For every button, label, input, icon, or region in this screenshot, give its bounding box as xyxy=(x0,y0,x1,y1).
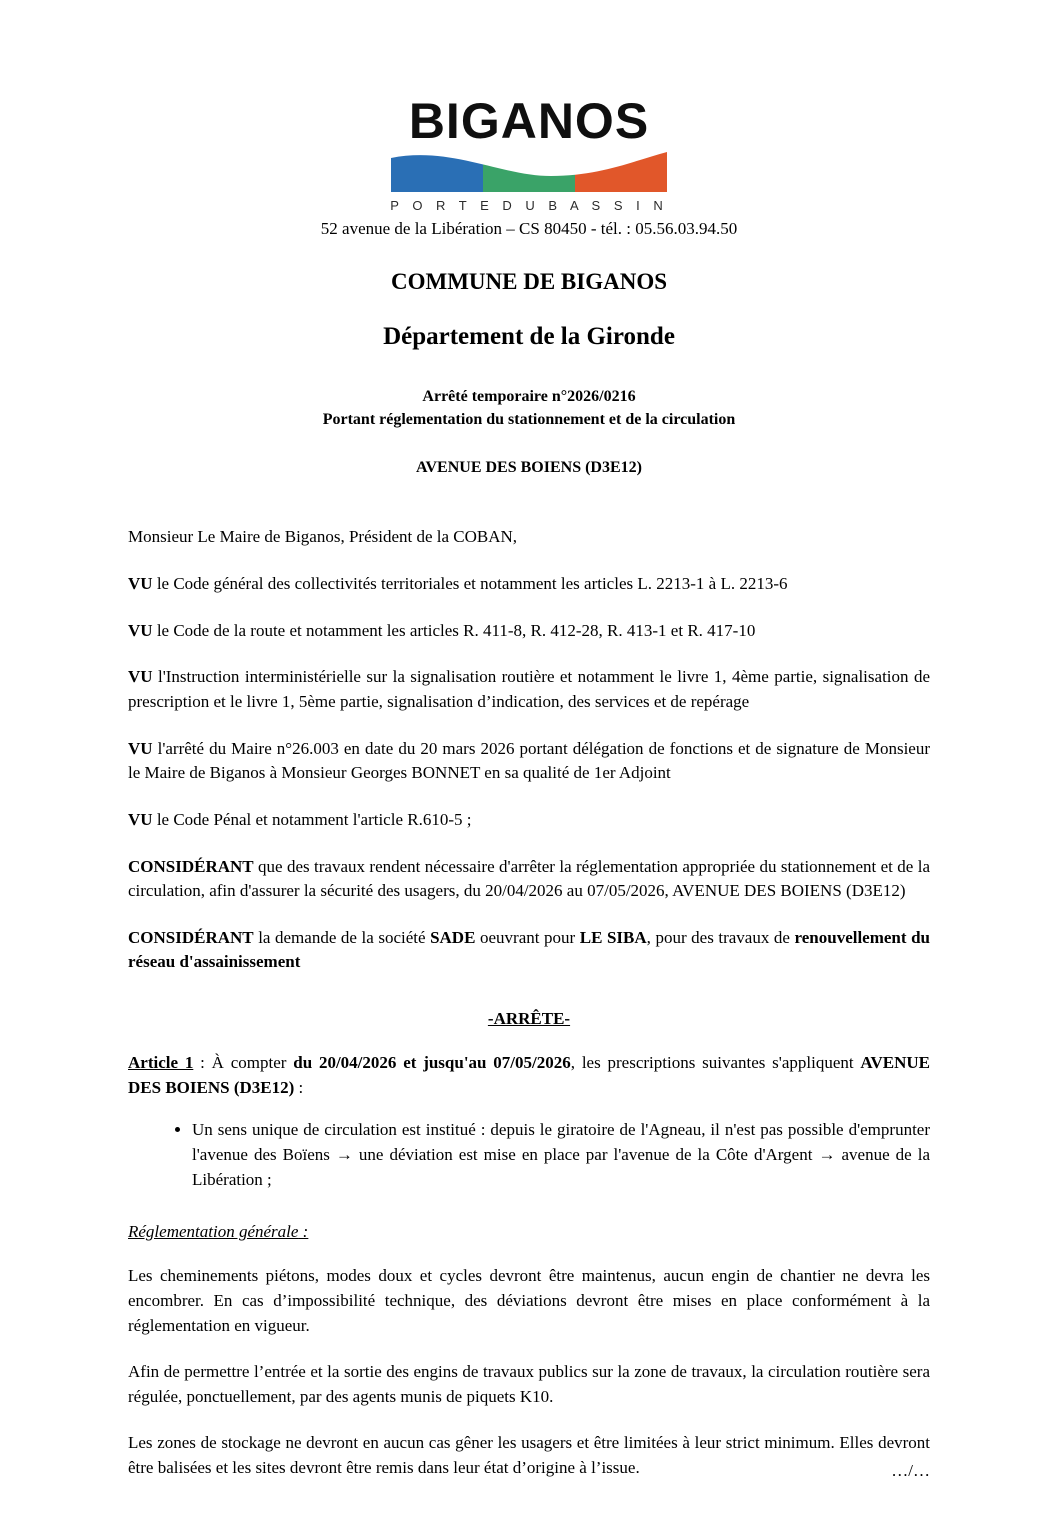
vu-label: VU xyxy=(128,738,153,758)
article-location: AVENUE DES BOIENS (D3E12) xyxy=(128,1053,931,1097)
subheading-reglementation-generale xyxy=(128,1222,930,1242)
logo-color-bar xyxy=(391,150,667,192)
article-text-part2: , les prescriptions suivantes s'appliquent xyxy=(570,1053,861,1073)
title-departement: Département de la Gironde xyxy=(383,323,675,350)
paragraph-vu-4 xyxy=(128,737,930,786)
paragraph-entree-sortie: Afin de permettre l’entrée et la sortie des engins de travaux publics sur la zone de travaux, la circulation routière sera régulée, ponctuellement, par des agents munis de piquets K10. xyxy=(128,1362,930,1406)
title-commune: COMMUNE DE BIGANOS xyxy=(390,269,667,294)
title-arrete-line2: Portant réglementation du stationnement et de la circulation xyxy=(322,411,736,429)
logo-wordmark: BIGANOS xyxy=(408,93,650,149)
paragraph-vu-5 xyxy=(128,808,930,833)
considerant-text-part2: oeuvrant pour xyxy=(475,927,580,947)
company-name: SADE xyxy=(430,927,476,947)
paragraph-vu-1 xyxy=(128,572,930,597)
vu-label: VU xyxy=(128,574,153,594)
page-continuation-marker: …/… xyxy=(891,1460,930,1480)
paragraph-article-1 xyxy=(128,1051,930,1100)
title-location: AVENUE DES BOIENS (D3E12) xyxy=(416,459,642,477)
paragraph-considerant-1 xyxy=(128,855,930,904)
paragraph-vu-3 xyxy=(128,665,930,714)
arrete-heading: -ARRÊTE- xyxy=(487,1009,571,1029)
article-number: Article 1 xyxy=(128,1053,194,1073)
header-address: 52 avenue de la Libération – CS 80450 - tél. : 05.56.03.94.50 xyxy=(320,219,738,238)
logo-block xyxy=(128,93,930,213)
article-text-part3: : xyxy=(294,1077,304,1097)
paragraph-zones-stockage: Les zones de stockage ne devront en aucun cas gêner les usagers et être limitées à leur strict minimum. Elles devront être balisées et les sites devront être remis dans leur état d’origine à l’issue. xyxy=(128,1433,930,1478)
paragraph-opening: Monsieur Le Maire de Biganos, Président de la COBAN, xyxy=(128,527,518,547)
client-name: LE SIBA xyxy=(579,927,647,947)
vu-text: l'Instruction interministérielle sur la signalisation routière et notamment le livre 1, 4ème partie, signalisation de prescription et le livre 1, 5ème partie, signalisation d’indication, des services et de repérage xyxy=(128,667,930,711)
vu-text: le Code de la route et notamment les articles R. 411-8, R. 412-28, R. 413-1 et R. 417-10 xyxy=(152,620,756,640)
article-dates: du 20/04/2026 et jusqu'au 07/05/2026 xyxy=(293,1053,571,1073)
title-arrete-line1: Arrêté temporaire n°2026/0216 xyxy=(422,388,636,405)
vu-label: VU xyxy=(128,809,153,829)
list-item: • Un sens unique de circulation est institué : depuis le giratoire de l'Agneau, il n'est pas possible d'emprunter l'avenue des Boïens → une déviation est mise en place par l'avenue de la Côte d'Argent → avenue de la Libération ; xyxy=(192,1118,930,1192)
paragraph-cheminements: Les cheminements piétons, modes doux et cycles devront être maintenus, aucun engin de chantier ne devra les encombrer. En cas d’impossibilité technique, des déviations devront être mises en place conformément à la réglementation en vigueur. xyxy=(128,1266,930,1335)
subheading-suffix: : xyxy=(298,1222,309,1242)
logo-wave-icon xyxy=(391,150,667,192)
works-description: renouvellement du réseau d'assainissement xyxy=(128,927,931,972)
logo-tagline: P O R T E D U B A S S I N xyxy=(390,198,668,213)
considerant-label: CONSIDÉRANT xyxy=(128,856,254,876)
article-text-part1: : À compter xyxy=(193,1053,294,1073)
vu-text: le Code général des collectivités territoriales et notamment les articles L. 2213-1 à L. 2213-6 xyxy=(152,574,788,594)
paragraph-considerant-2 xyxy=(128,926,930,975)
considerant-text-part3: , pour des travaux de xyxy=(646,927,795,947)
vu-text: l'arrêté du Maire n°26.003 en date du 20 mars 2026 portant délégation de fonctions et de signature de Monsieur le Maire de Biganos à Monsieur Georges BONNET en sa qualité de 1er Adjoint xyxy=(128,738,930,783)
prescription-list xyxy=(128,1118,930,1192)
considerant-label: CONSIDÉRANT xyxy=(128,927,254,947)
title-arrete xyxy=(128,385,930,431)
subheading-label: Réglementation générale xyxy=(128,1222,299,1242)
vu-text: le Code Pénal et notamment l'article R.610-5 ; xyxy=(152,809,472,829)
paragraph-vu-2 xyxy=(128,619,930,644)
vu-label: VU xyxy=(128,620,153,640)
vu-label: VU xyxy=(128,667,153,687)
considerant-text-part1: la demande de la société xyxy=(253,927,431,947)
considerant-text: que des travaux rendent nécessaire d'arrêter la réglementation appropriée du stationnement et de la circulation, afin d'assurer la sécurité des usagers, du 20/04/2026 au 07/05/2026, AVENUE DES BOIENS (D3E12) xyxy=(128,856,930,901)
